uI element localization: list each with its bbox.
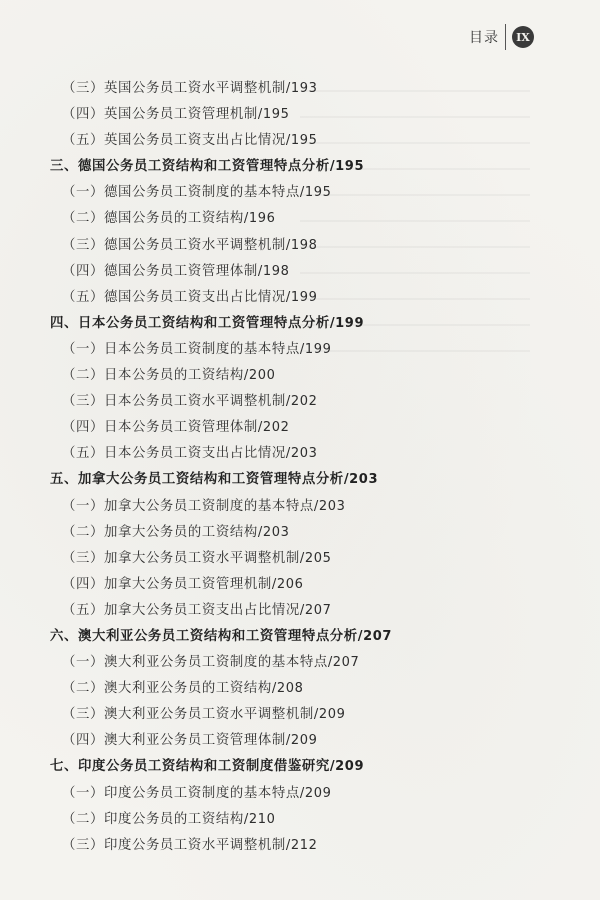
toc-subsection-entry xyxy=(48,807,560,833)
toc-entry-label: （一）加拿大公务员工资制度的基本特点 xyxy=(62,498,314,514)
toc-subsection-entry xyxy=(48,520,560,546)
toc-subsection-entry xyxy=(48,441,560,467)
toc-entry-page: /203 xyxy=(257,524,290,540)
toc-entry-label: （四）德国公务员工资管理体制 xyxy=(62,263,258,279)
toc-entry-label: （五）德国公务员工资支出占比情况 xyxy=(62,289,286,305)
toc-entry-page: /207 xyxy=(357,628,393,644)
toc-entry-page: /208 xyxy=(271,681,304,697)
toc-entry-page: /195 xyxy=(299,185,332,201)
toc-entry-label: （一）澳大利亚公务员工资制度的基本特点 xyxy=(62,655,328,671)
toc-entry-page: /195 xyxy=(329,159,365,175)
toc-entry-label: （一）印度公务员工资制度的基本特点 xyxy=(62,785,300,801)
toc-entry-label: （三）印度公务员工资水平调整机制 xyxy=(62,837,286,853)
toc-entry-page: /209 xyxy=(329,759,365,775)
toc-subsection-entry xyxy=(48,102,560,128)
toc-subsection-entry xyxy=(48,76,560,102)
toc-subsection-entry xyxy=(48,781,560,807)
toc-subsection-entry xyxy=(48,389,560,415)
toc-entry-label: （二）日本公务员的工资结构 xyxy=(62,368,244,384)
toc-subsection-entry xyxy=(48,259,560,285)
table-of-contents xyxy=(48,76,560,859)
toc-entry-page: /209 xyxy=(285,733,318,749)
toc-entry-page: /205 xyxy=(299,550,332,566)
toc-subsection-entry xyxy=(48,833,560,859)
toc-entry-page: /199 xyxy=(329,315,365,331)
toc-entry-label: （五）加拿大公务员工资支出占比情况 xyxy=(62,602,300,618)
toc-entry-page: /198 xyxy=(257,263,290,279)
toc-entry-label: （三）加拿大公务员工资水平调整机制 xyxy=(62,550,300,566)
toc-entry-page: /199 xyxy=(299,341,332,357)
toc-subsection-entry xyxy=(48,494,560,520)
toc-section-entry xyxy=(48,754,560,780)
toc-subsection-entry xyxy=(48,180,560,206)
toc-subsection-entry xyxy=(48,598,560,624)
toc-entry-label: 四、日本公务员工资结构和工资管理特点分析 xyxy=(50,315,330,331)
toc-subsection-entry xyxy=(48,233,560,259)
toc-subsection-entry xyxy=(48,128,560,154)
toc-entry-page: /207 xyxy=(327,655,360,671)
running-header xyxy=(469,24,534,50)
toc-entry-label: 五、加拿大公务员工资结构和工资管理特点分析 xyxy=(50,472,344,488)
toc-entry-page: /210 xyxy=(243,811,276,827)
toc-entry-label: （四）加拿大公务员工资管理机制 xyxy=(62,576,272,592)
toc-entry-label: （二）印度公务员的工资结构 xyxy=(62,811,244,827)
toc-entry-label: （五）日本公务员工资支出占比情况 xyxy=(62,446,286,462)
toc-entry-label: （四）澳大利亚公务员工资管理体制 xyxy=(62,733,286,749)
toc-entry-label: （三）澳大利亚公务员工资水平调整机制 xyxy=(62,707,314,723)
toc-subsection-entry xyxy=(48,728,560,754)
toc-entry-page: /203 xyxy=(313,498,346,514)
toc-entry-page: /199 xyxy=(285,289,318,305)
toc-entry-page: /202 xyxy=(257,420,290,436)
toc-entry-page: /200 xyxy=(243,368,276,384)
toc-entry-label: （五）英国公务员工资支出占比情况 xyxy=(62,133,286,149)
toc-entry-page: /195 xyxy=(257,107,290,123)
toc-entry-page: /196 xyxy=(243,211,276,227)
toc-entry-label: （二）澳大利亚公务员的工资结构 xyxy=(62,681,272,697)
toc-entry-label: （一）德国公务员工资制度的基本特点 xyxy=(62,185,300,201)
toc-entry-page: /198 xyxy=(285,237,318,253)
toc-subsection-entry xyxy=(48,337,560,363)
toc-entry-page: /202 xyxy=(285,394,318,410)
toc-entry-label: （三）英国公务员工资水平调整机制 xyxy=(62,81,286,96)
toc-entry-label: （四）日本公务员工资管理体制 xyxy=(62,420,258,436)
toc-subsection-entry xyxy=(48,285,560,311)
toc-entry-label: （三）德国公务员工资水平调整机制 xyxy=(62,237,286,253)
toc-entry-label: 七、印度公务员工资结构和工资制度借鉴研究 xyxy=(50,759,330,775)
toc-entry-page: /209 xyxy=(299,785,332,801)
toc-entry-label: （一）日本公务员工资制度的基本特点 xyxy=(62,341,300,357)
toc-section-entry xyxy=(48,624,560,650)
toc-entry-page: /203 xyxy=(343,472,379,488)
toc-subsection-entry xyxy=(48,415,560,441)
toc-entry-label: （二）加拿大公务员的工资结构 xyxy=(62,524,258,540)
toc-subsection-entry xyxy=(48,572,560,598)
toc-subsection-entry xyxy=(48,702,560,728)
toc-entry-page: /212 xyxy=(285,837,318,853)
toc-section-entry xyxy=(48,154,560,180)
toc-subsection-entry xyxy=(48,206,560,232)
toc-subsection-entry xyxy=(48,676,560,702)
toc-entry-page: /206 xyxy=(271,576,304,592)
toc-section-entry xyxy=(48,467,560,493)
toc-entry-page: /203 xyxy=(285,446,318,462)
toc-entry-label: （四）英国公务员工资管理机制 xyxy=(62,107,258,123)
toc-subsection-entry xyxy=(48,650,560,676)
toc-entry-label: （二）德国公务员的工资结构 xyxy=(62,211,244,227)
toc-subsection-entry xyxy=(48,546,560,572)
page-number-badge: IX xyxy=(512,26,534,48)
toc-subsection-entry xyxy=(48,363,560,389)
toc-entry-page: /209 xyxy=(313,707,346,723)
toc-entry-page: /193 xyxy=(285,81,318,96)
toc-entry-label: （三）日本公务员工资水平调整机制 xyxy=(62,394,286,410)
header-title: 目录 xyxy=(469,30,499,46)
toc-entry-label: 三、德国公务员工资结构和工资管理特点分析 xyxy=(50,159,330,175)
toc-entry-page: /207 xyxy=(299,602,332,618)
toc-entry-label: 六、澳大利亚公务员工资结构和工资管理特点分析 xyxy=(50,628,358,644)
header-divider xyxy=(505,24,506,50)
toc-entry-page: /195 xyxy=(285,133,318,149)
toc-section-entry xyxy=(48,311,560,337)
